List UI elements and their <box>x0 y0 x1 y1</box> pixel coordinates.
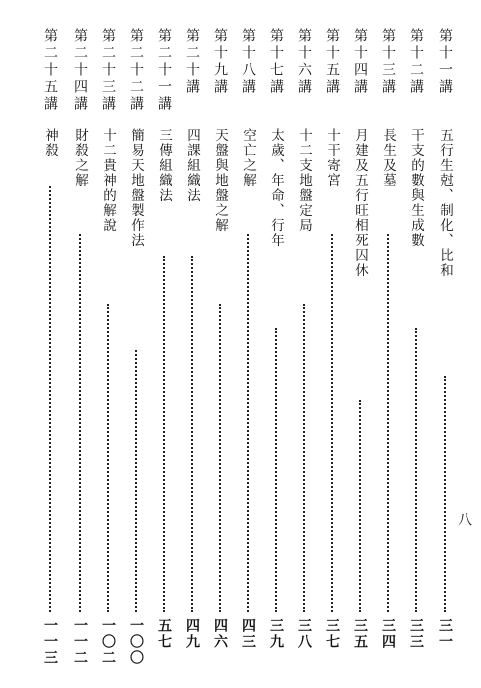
page-number: 三八 <box>296 618 312 650</box>
toc-entry <box>404 28 428 676</box>
lecture-title: 十干寄宮 <box>324 128 340 188</box>
page-number: 四九 <box>184 618 200 650</box>
lecture-title: 五行生尅、制化、比和 <box>437 128 453 278</box>
lecture-title: 神殺 <box>42 128 58 158</box>
leader-dots <box>163 256 165 612</box>
lecture-title: 天盤與地盤之解 <box>212 128 228 233</box>
page-number: 五七 <box>156 618 172 650</box>
toc-entry <box>38 28 62 676</box>
toc-entry <box>208 28 232 676</box>
leader-dots <box>303 304 305 612</box>
page-number: 一一二 <box>72 618 88 666</box>
page-number: 四六 <box>212 618 228 650</box>
lecture-title: 月建及五行旺相死囚休 <box>352 128 368 278</box>
leader-dots <box>331 234 333 612</box>
lecture-number: 第二十二講 <box>128 28 144 113</box>
leader-dots <box>49 186 51 612</box>
lecture-number: 第十三講 <box>380 28 396 96</box>
page-number: 三四 <box>380 618 396 650</box>
lecture-number: 第十六講 <box>296 28 312 96</box>
toc-entry <box>320 28 344 676</box>
toc-entry <box>124 28 148 676</box>
leader-dots <box>359 400 361 612</box>
lecture-title: 簡易天地盤製作法 <box>128 128 144 248</box>
lecture-title: 長生及墓 <box>380 128 396 188</box>
leader-dots <box>415 328 417 612</box>
leader-dots <box>387 234 389 612</box>
toc-entry <box>292 28 316 676</box>
lecture-title: 財殺之解 <box>72 128 88 188</box>
lecture-number: 第十一講 <box>437 28 453 96</box>
toc-entry <box>96 28 120 676</box>
toc-entry <box>376 28 400 676</box>
lecture-number: 第十九講 <box>212 28 228 96</box>
toc-entry <box>264 28 288 676</box>
lecture-title: 四課組織法 <box>184 128 200 203</box>
lecture-title: 干支的數與生成數 <box>408 128 424 248</box>
leader-dots <box>444 376 446 612</box>
lecture-number: 第十八講 <box>240 28 256 96</box>
lecture-title: 空亡之解 <box>240 128 256 188</box>
page-number: 四三 <box>240 618 256 650</box>
leader-dots <box>107 304 109 612</box>
lecture-title: 十二貴神的解說 <box>100 128 116 233</box>
leader-dots <box>275 328 277 612</box>
page-number: 一一三 <box>42 618 58 666</box>
toc-entry <box>348 28 372 676</box>
page-number: 三九 <box>268 618 284 650</box>
leader-dots <box>247 234 249 612</box>
toc-entry <box>236 28 260 676</box>
leader-dots <box>219 304 221 612</box>
lecture-number: 第十四講 <box>352 28 368 96</box>
lecture-number: 第十五講 <box>324 28 340 96</box>
page-number: 三一 <box>437 618 453 650</box>
leader-dots <box>135 350 137 612</box>
lecture-number: 第二十四講 <box>72 28 88 113</box>
toc-entry <box>152 28 176 676</box>
leader-dots <box>79 234 81 612</box>
lecture-number: 第十二講 <box>408 28 424 96</box>
lecture-number: 第二十三講 <box>100 28 116 113</box>
page-folio: 八 <box>456 512 472 526</box>
page-number: 三五 <box>352 618 368 650</box>
page-number: 三三 <box>408 618 424 650</box>
leader-dots <box>191 256 193 612</box>
lecture-title: 十二支地盤定局 <box>296 128 312 233</box>
toc-entry <box>180 28 204 676</box>
lecture-number: 第二十五講 <box>42 28 58 113</box>
lecture-title: 太歲、年命、行年 <box>268 128 284 248</box>
lecture-number: 第二十講 <box>184 28 200 96</box>
lecture-number: 第十七講 <box>268 28 284 96</box>
page-number: 三七 <box>324 618 340 650</box>
page-number: 一〇二 <box>100 618 116 666</box>
lecture-number: 第二十一講 <box>156 28 172 113</box>
page-number: 一〇〇 <box>128 618 144 666</box>
toc-entry <box>433 28 457 676</box>
lecture-title: 三傳組織法 <box>156 128 172 203</box>
toc-entry <box>68 28 92 676</box>
